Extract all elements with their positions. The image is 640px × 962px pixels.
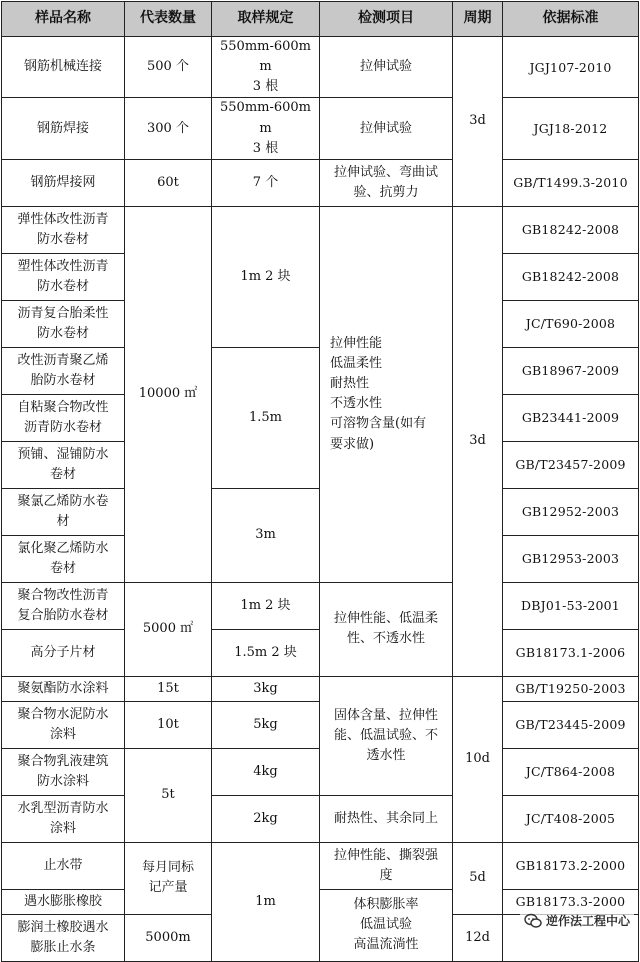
standard: JGJ18-2012 [503, 98, 639, 159]
standard: GB23441-2009 [503, 394, 639, 441]
standard: JC/T408-2005 [503, 795, 639, 842]
sample-name: 氯化聚乙烯防水 卷材 [2, 535, 125, 582]
rep-qty: 5000m [125, 914, 212, 961]
standard: JGJ107-2010 [503, 37, 639, 98]
test-items: 拉伸性能、撕裂强 度 [320, 842, 453, 889]
table-row [2, 582, 639, 629]
table-row [2, 676, 639, 701]
sampling-rule: 1m 2 块 [212, 582, 320, 629]
sample-name: 沥青复合胎柔性 防水卷材 [2, 300, 125, 347]
sampling-rule: 3m [212, 488, 320, 582]
standard: GB12952-2003 [503, 488, 639, 535]
sampling-table [1, 1, 639, 962]
sampling-rule: 4kg [212, 748, 320, 795]
table-row [2, 98, 639, 159]
cycle: 12d [453, 914, 503, 961]
header-cycle: 周期 [453, 2, 503, 37]
sample-name: 聚氯乙烯防水卷 材 [2, 488, 125, 535]
sample-name: 膨润土橡胶遇水 膨胀止水条 [2, 914, 125, 961]
standard: GB/T23445-2009 [503, 701, 639, 748]
standard: JC/T690-2008 [503, 300, 639, 347]
sampling-rule: 1m 2 块 [212, 206, 320, 347]
standard: GB18173.1-2006 [503, 629, 639, 676]
sampling-rule: 7 个 [212, 159, 320, 206]
standard: GB/T19250-2003 [503, 676, 639, 701]
standard: GB12953-2003 [503, 535, 639, 582]
sample-name: 自粘聚合物改性 沥青防水卷材 [2, 394, 125, 441]
sample-name: 止水带 [2, 842, 125, 889]
sample-name: 聚合物水泥防水 涂料 [2, 701, 125, 748]
header-row [2, 2, 639, 37]
sample-name: 聚氨酯防水涂料 [2, 676, 125, 701]
sample-name: 聚合物改性沥青 复合胎防水卷材 [2, 582, 125, 629]
table-row [2, 37, 639, 98]
sampling-rule: 1.5m 2 块 [212, 629, 320, 676]
table-row [2, 206, 639, 253]
rep-qty: 500 个 [125, 37, 212, 98]
sampling-rule: 550mm-600mm 3 根 [212, 98, 320, 159]
rep-qty: 10t [125, 701, 212, 748]
table-row [2, 842, 639, 889]
standard: GB18242-2008 [503, 253, 639, 300]
sampling-rule: 1.5m [212, 347, 320, 488]
test-items: 拉伸试验、弯曲试 验、抗剪力 [320, 159, 453, 206]
sampling-rule: 550mm-600mm 3 根 [212, 37, 320, 98]
test-items: 拉伸试验 [320, 37, 453, 98]
sampling-rule: 5kg [212, 701, 320, 748]
standard: GB/T1499.3-2010 [503, 159, 639, 206]
sample-name: 弹性体改性沥青 防水卷材 [2, 206, 125, 253]
test-items: 拉伸性能 低温柔性 耐热性 不透水性 可溶物含量(如有 要求做) [320, 206, 453, 582]
standard: GB18967-2009 [503, 347, 639, 394]
standard: GB18173.3-2000 [503, 889, 639, 914]
standard: JC/T864-2008 [503, 748, 639, 795]
rep-qty: 5000 ㎡ [125, 582, 212, 676]
cycle: 5d [453, 842, 503, 914]
standard: GB18173.2-2000 [503, 842, 639, 889]
cycle: 10d [453, 676, 503, 842]
test-items: 体积膨胀率 低温试验 高温流淌性 [320, 889, 453, 961]
rep-qty: 每月同标 记产量 [125, 842, 212, 914]
sampling-rule: 1m [212, 842, 320, 961]
watermark [520, 911, 634, 930]
test-items: 固体含量、拉伸性 能、低温试验、不 透水性 [320, 676, 453, 795]
wechat-icon [524, 913, 542, 929]
rep-qty: 5t [125, 748, 212, 842]
header-items: 检测项目 [320, 2, 453, 37]
cycle: 3d [453, 37, 503, 207]
standard: GB/T23457-2009 [503, 441, 639, 488]
sample-name: 钢筋机械连接 [2, 37, 125, 98]
watermark-text: 逆作法工程中心 [545, 914, 630, 928]
standard: GB18242-2008 [503, 206, 639, 253]
table-row [2, 159, 639, 206]
header-name: 样品名称 [2, 2, 125, 37]
test-items: 拉伸性能、低温柔 性、不透水性 [320, 582, 453, 676]
test-items: 拉伸试验 [320, 98, 453, 159]
rep-qty: 10000 ㎡ [125, 206, 212, 582]
table-row [2, 795, 639, 842]
header-qty: 代表数量 [125, 2, 212, 37]
sampling-rule: 3kg [212, 676, 320, 701]
sample-name: 改性沥青聚乙烯 胎防水卷材 [2, 347, 125, 394]
rep-qty: 15t [125, 676, 212, 701]
sample-name: 塑性体改性沥青 防水卷材 [2, 253, 125, 300]
standard: DBJ01-53-2001 [503, 582, 639, 629]
rep-qty: 300 个 [125, 98, 212, 159]
sample-name: 高分子片材 [2, 629, 125, 676]
test-items: 耐热性、其余同上 [320, 795, 453, 842]
sample-name: 遇水膨胀橡胶 [2, 889, 125, 914]
sampling-rule: 2kg [212, 795, 320, 842]
sample-name: 水乳型沥青防水 涂料 [2, 795, 125, 842]
sample-name: 预铺、湿铺防水 卷材 [2, 441, 125, 488]
cycle: 3d [453, 206, 503, 676]
sample-name: 钢筋焊接 [2, 98, 125, 159]
sample-name: 聚合物乳液建筑 防水涂料 [2, 748, 125, 795]
header-standard: 依据标准 [503, 2, 639, 37]
header-sampling: 取样规定 [212, 2, 320, 37]
sample-name: 钢筋焊接网 [2, 159, 125, 206]
rep-qty: 60t [125, 159, 212, 206]
